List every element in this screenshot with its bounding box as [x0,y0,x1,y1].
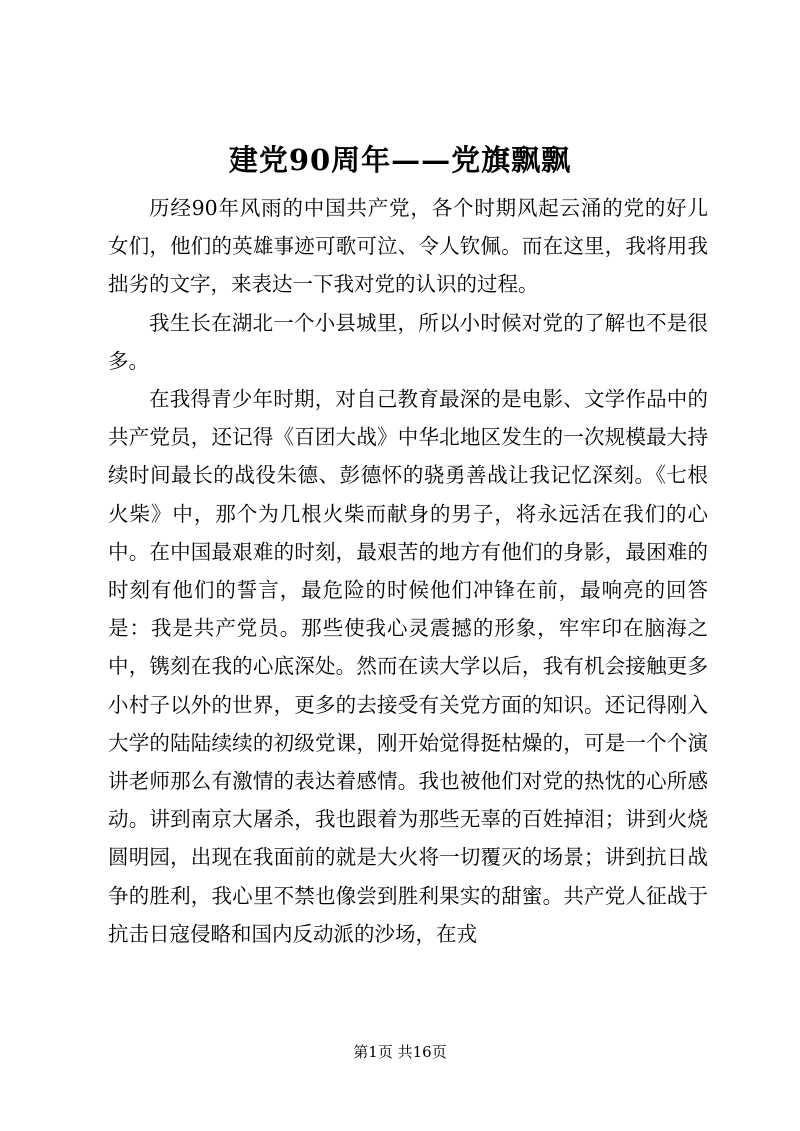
paragraph-2: 我生长在湖北一个小县城里，所以小时候对党的了解也不是很多。 [108,310,708,373]
document-body [108,189,708,953]
page-title: 建党90周年——党旗飘飘 [228,143,572,177]
paragraph-1: 历经90年风雨的中国共产党，各个时期风起云涌的党的好儿女们，他们的英雄事迹可歌可泣、令人钦佩。而在这里，我将用我拙劣的文字，来表达一下我对党的认识的过程。 [108,196,708,297]
paragraph-3: 在我得青少年时期，对自己教育最深的是电影、文学作品中的共产党员，还记得《百团大战》中华北地区发生的一次规模最大持续时间最长的战役朱德、彭德怀的骁勇善战让我记忆深刻。《七根火柴》中，那个为几根火柴而献身的男子，将永远活在我们的心中。在中国最艰难的时刻，最艰苦的地方有他们的身影，最困难的时刻有他们的誓言，最危险的时候他们冲锋在前，最响亮的回答是：我是共产党员。那些使我心灵震撼的形象，牢牢印在脑海之中，镌刻在我的心底深处。然而在读大学以后，我有机会接触更多小村子以外的世界，更多的去接受有关党方面的知识。还记得刚入大学的陆陆续续的初级党课，刚开始觉得挺枯燥的，可是一个个演讲老师那么有激情的表达着感情。我也被他们对党的热忱的心所感动。讲到南京大屠杀，我也跟着为那些无辜的百姓掉泪；讲到火烧圆明园，出现在我面前的就是大火将一切覆灭的场景；讲到抗日战争的胜利，我心里不禁也像尝到胜利果实的甜蜜。共产党人征战于抗击日寇侵略和国内反动派的沙场，在戎 [108,387,708,946]
page-footer: 第1页 共16页 [353,1043,447,1061]
